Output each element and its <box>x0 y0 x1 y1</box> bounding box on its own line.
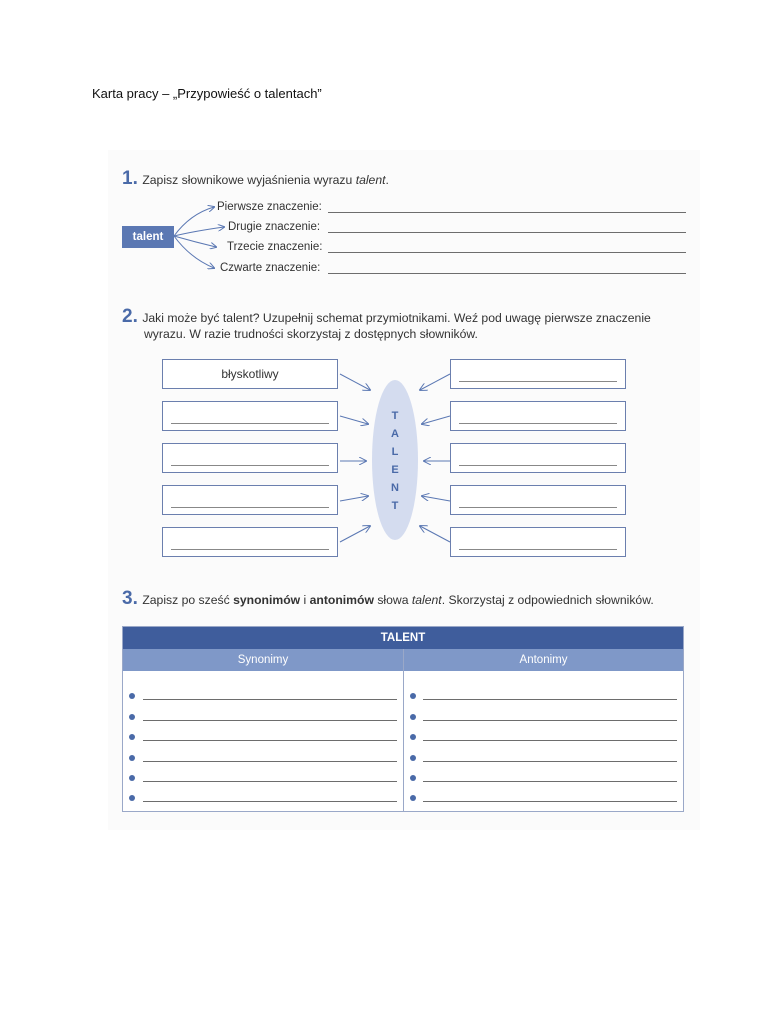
antonym-line-2[interactable] <box>423 720 677 721</box>
antonym-line-1[interactable] <box>423 699 677 700</box>
adjective-box-right-5[interactable] <box>450 527 626 557</box>
exercise-2-number: 2. <box>122 306 138 327</box>
exercise-3-number: 3. <box>122 588 138 609</box>
oval-letter-6: T <box>391 500 399 512</box>
meaning-line-3[interactable] <box>328 252 686 253</box>
adjective-box-right-1[interactable] <box>450 359 626 389</box>
meaning-line-4[interactable] <box>328 273 686 274</box>
exercise-1-heading <box>122 168 389 190</box>
table-title: TALENT <box>123 627 683 649</box>
exercise-2-instruction-line1: Jaki może być talent? Uzupełnij schemat przymiotnikami. Weź pod uwagę pierwsze znaczenie <box>142 311 651 325</box>
oval-letter-1: T <box>391 410 399 422</box>
antonym-line-3[interactable] <box>423 740 677 741</box>
exercise-3-instruction: Zapisz po sześć synonimów i antonimów słowa talent. Skorzystaj z odpowiednich słowników. <box>142 593 654 607</box>
synonym-line-2[interactable] <box>143 720 397 721</box>
exercise-1-number: 1. <box>122 168 138 189</box>
bullet-icon <box>129 795 135 801</box>
meaning-label-4: Czwarte znaczenie: <box>220 262 321 274</box>
bullet-icon <box>129 693 135 699</box>
oval-letter-4: E <box>391 464 399 476</box>
talent-center-box: talent <box>122 226 174 248</box>
bullet-icon <box>410 714 416 720</box>
oval-letter-5: N <box>391 482 399 494</box>
bullet-icon <box>410 755 416 761</box>
adjective-box-right-2[interactable] <box>450 401 626 431</box>
antonym-line-5[interactable] <box>423 781 677 782</box>
adjective-box-right-3[interactable] <box>450 443 626 473</box>
bullet-icon <box>410 795 416 801</box>
meaning-line-2[interactable] <box>328 232 686 233</box>
table-column-divider <box>403 649 404 811</box>
exercise-2-instruction-line2: wyrazu. W razie trudności skorzystaj z dostępnych słowników. <box>144 327 478 341</box>
meaning-label-2: Drugie znaczenie: <box>228 221 321 233</box>
adjective-box-right-4[interactable] <box>450 485 626 515</box>
bullet-icon <box>410 693 416 699</box>
column-header-antonyms: Antonimy <box>404 649 683 671</box>
bullet-icon <box>410 775 416 781</box>
antonym-line-4[interactable] <box>423 761 677 762</box>
bullet-icon <box>129 734 135 740</box>
synonym-line-4[interactable] <box>143 761 397 762</box>
exercise-2-arrows <box>336 360 454 570</box>
synonym-line-5[interactable] <box>143 781 397 782</box>
adjective-box-left-1 <box>162 359 338 389</box>
example-adjective: błyskotliwy <box>221 367 279 381</box>
synonym-line-6[interactable] <box>143 801 397 802</box>
oval-letter-2: A <box>391 428 399 440</box>
adjective-box-left-4[interactable] <box>162 485 338 515</box>
bullet-icon <box>129 755 135 761</box>
synonym-line-3[interactable] <box>143 740 397 741</box>
bullet-icon <box>129 714 135 720</box>
adjective-box-left-3[interactable] <box>162 443 338 473</box>
bullet-icon <box>410 734 416 740</box>
meaning-label-3: Trzecie znaczenie: <box>227 241 323 253</box>
page-title: Karta pracy – „Przypowieść o talentach” <box>92 86 322 101</box>
exercise-3-heading <box>122 588 692 610</box>
synonym-line-1[interactable] <box>143 699 397 700</box>
adjective-box-left-2[interactable] <box>162 401 338 431</box>
antonym-line-6[interactable] <box>423 801 677 802</box>
bullet-icon <box>129 775 135 781</box>
synonyms-antonyms-table <box>122 626 684 812</box>
exercise-1-instruction: Zapisz słownikowe wyjaśnienia wyrazu talent. <box>142 173 389 187</box>
meaning-line-1[interactable] <box>328 212 686 213</box>
oval-letter-3: L <box>391 446 399 458</box>
adjective-box-left-5[interactable] <box>162 527 338 557</box>
meaning-label-1: Pierwsze znaczenie: <box>217 201 322 213</box>
exercise-2-heading <box>122 306 692 328</box>
column-header-synonyms: Synonimy <box>123 649 403 671</box>
